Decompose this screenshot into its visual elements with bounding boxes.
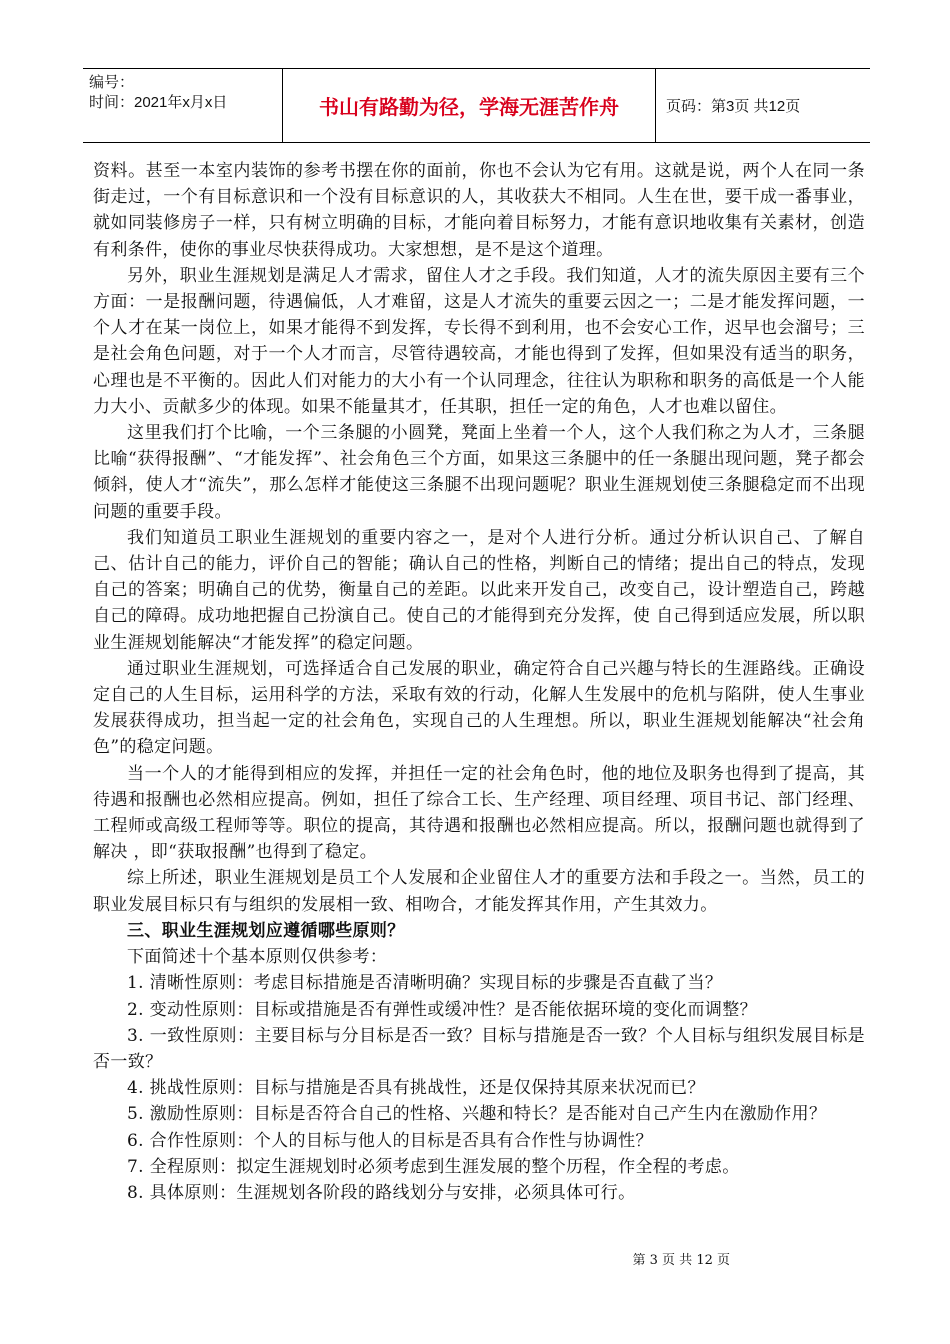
principles-intro: 下面简述十个基本原则仅供参考：	[127, 947, 388, 968]
footer-page-number: 第 3 页 共 12 页	[632, 1253, 730, 1268]
principle-item: 3. 一致性原则：主要目标与分目标是否一致？目标与措施是否一致？个人目标与组织发展目标是否一致？	[93, 1025, 865, 1072]
page-header	[83, 68, 870, 143]
section-heading: 三、职业生涯规划应遵循哪些原则？	[127, 920, 405, 941]
header-motto: 书山有路勤为径，学海无涯苦作舟	[283, 69, 656, 142]
principle-item: 4. 挑战性原则：目标与措施是否具有挑战性，还是仅保持其原来状况而已？	[127, 1078, 705, 1099]
principle-item: 2. 变动性原则：目标或措施是否有弹性或缓冲性？是否能依据环境的变化而调整？	[127, 999, 757, 1020]
principle-item: 7. 全程原则：拟定生涯规划时必须考虑到生涯发展的整个历程，作全程的考虑。	[127, 1156, 740, 1177]
header-page-info: 页码：第3页 共12页	[666, 98, 801, 115]
document-number-label: 编号：	[89, 74, 135, 91]
paragraph: 我们知道员工职业生涯规划的重要内容之一，是对个人进行分析。通过分析认识自己、了解自己、估计自己的能力，评价自己的智能；确认自己的性格，判断自己的情绪；提出自己的特点，发现自己的答案；明确自己的优势，衡量自己的差距。以此来开发自己，改变自己，设计塑造自己，跨越自己的障碍。成功地把握自己扮演自己。使自己的才能得到充分发挥，使 自己得到适应发展，所以职业生涯规划能解决“才能发挥”的稳定问题。	[93, 527, 865, 653]
paragraph: 这里我们打个比喻，一个三条腿的小圆凳，凳面上坐着一个人，这个人我们称之为人才，三条腿比喻“获得报酬”、“才能发挥”、社会角色三个方面，如果这三条腿中的任一条腿出现问题，凳子都会倾斜，使人才“流失”，那么怎样才能使这三条腿不出现问题呢？职业生涯规划使三条腿稳定而不出现问题的重要手段。	[93, 423, 865, 522]
principle-item: 6. 合作性原则：个人的目标与他人的目标是否具有合作性与协调性？	[127, 1130, 653, 1151]
principle-item: 5. 激励性原则：目标是否符合自己的性格、兴趣和特长？是否能对自己产生内在激励作用？	[127, 1104, 827, 1125]
paragraph: 资料。甚至一本室内装饰的参考书摆在你的面前，你也不会认为它有用。这就是说，两个人在同一条街走过，一个有目标意识和一个没有目标意识的人，其收获大不相同。人生在世，要干成一番事业，就如同装修房子一样，只有树立明确的目标，才能向着目标努力，才能有意识地收集有关素材，创造有利条件，使你的事业尽快获得成功。大家想想，是不是这个道理。	[93, 161, 865, 260]
page-footer	[0, 1249, 950, 1268]
header-meta	[83, 69, 283, 142]
document-time-label: 时间：2021年x月x日	[89, 94, 228, 111]
paragraph: 当一个人的才能得到相应的发挥，并担任一定的社会角色时，他的地位及职务也得到了提高，其待遇和报酬也必然相应提高。例如，担任了综合工长、生产经理、项目经理、项目书记、部门经理、工程师或高级工程师等等。职位的提高，其待遇和报酬也必然相应提高。所以，报酬问题也就得到了解决 ，即“获取报酬”也得到了稳定。	[93, 763, 865, 863]
paragraph: 综上所述，职业生涯规划是员工个人发展和企业留住人才的重要方法和手段之一。当然，员工的职业发展目标只有与组织的发展相一致、相吻合，才能发挥其作用，产生其效力。	[93, 868, 865, 915]
paragraph: 另外，职业生涯规划是满足人才需求，留住人才之手段。我们知道，人才的流失原因主要有三个方面：一是报酬问题，待遇偏低，人才难留，这是人才流失的重要云因之一；二是才能发挥问题，一个人才在某一岗位上，如果才能得不到发挥，专长得不到利用，也不会安心工作，迟早也会溜号；三是社会角色问题，对于一个人才而言，尽管待遇较高，才能也得到了发挥，但如果没有适当的职务，心理也是不平衡的。因此人们对能力的大小有一个认同理念，往往认为职称和职务的高低是一个人能力大小、贡献多少的体现。如果不能量其才，任其职，担任一定的角色，人才也难以留住。	[93, 265, 865, 417]
principle-item: 1. 清晰性原则：考虑目标措施是否清晰明确？实现目标的步骤是否直截了当？	[127, 973, 723, 994]
document-body	[93, 158, 865, 1206]
paragraph: 通过职业生涯规划，可选择适合自己发展的职业，确定符合自己兴趣与特长的生涯路线。正确设定自己的人生目标，运用科学的方法，采取有效的行动，化解人生发展中的危机与陷阱，使人生事业发展获得成功，担当起一定的社会角色，实现自己的人生理想。所以，职业生涯规划能解决“社会角色”的稳定问题。	[93, 658, 865, 758]
principle-item: 8. 具体原则：生涯规划各阶段的路线划分与安排，必须具体可行。	[127, 1182, 636, 1203]
